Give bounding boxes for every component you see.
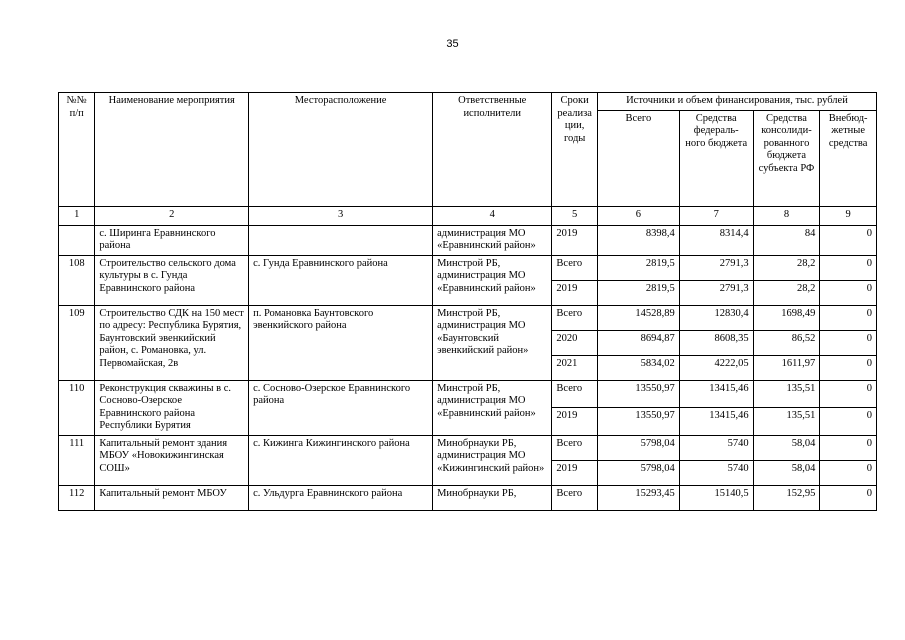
amount-federal: 4222,05 bbox=[679, 355, 753, 380]
amount-federal: 2791,3 bbox=[679, 280, 753, 305]
term-year: Всего bbox=[552, 255, 598, 280]
responsible: Минстрой РБ, администрация МО «Баунтовский эвенкийский район» bbox=[433, 305, 552, 380]
amount-federal: 8608,35 bbox=[679, 330, 753, 355]
table-row bbox=[59, 305, 877, 330]
amount-regional: 58,04 bbox=[753, 435, 820, 460]
header-name: Наименование мероприятия bbox=[95, 93, 249, 207]
column-number: 5 bbox=[552, 206, 598, 225]
header-extra: Внебюд- жетные средства bbox=[820, 110, 877, 206]
amount-regional: 28,2 bbox=[753, 255, 820, 280]
row-number: 111 bbox=[59, 435, 95, 485]
column-number: 8 bbox=[753, 206, 820, 225]
column-number: 9 bbox=[820, 206, 877, 225]
event-name: Строительство сельского дома культуры в с. Гунда Еравнинского района bbox=[95, 255, 249, 305]
page-number: 35 bbox=[446, 38, 459, 50]
amount-total: 14528,89 bbox=[597, 305, 679, 330]
amount-federal: 2791,3 bbox=[679, 255, 753, 280]
table-row bbox=[59, 435, 877, 460]
location: с. Кижинга Кижингинского района bbox=[249, 435, 433, 485]
responsible: Минобрнауки РБ, администрация МО «Кижингинский район» bbox=[433, 435, 552, 485]
responsible: администрация МО «Еравнинский район» bbox=[433, 225, 552, 255]
amount-regional: 152,95 bbox=[753, 485, 820, 510]
funding-table bbox=[58, 92, 877, 511]
term-year: 2019 bbox=[552, 460, 598, 485]
amount-extra: 0 bbox=[820, 330, 877, 355]
amount-federal: 8314,4 bbox=[679, 225, 753, 255]
amount-extra: 0 bbox=[820, 380, 877, 408]
amount-regional: 135,51 bbox=[753, 408, 820, 436]
amount-extra: 0 bbox=[820, 280, 877, 305]
amount-federal: 15140,5 bbox=[679, 485, 753, 510]
responsible: Минстрой РБ, администрация МО «Еравнинский район» bbox=[433, 380, 552, 435]
amount-total: 2819,5 bbox=[597, 255, 679, 280]
column-number: 2 bbox=[95, 206, 249, 225]
event-name: Реконструкция скважины в с. Сосново-Озерское Еравнинского района Республики Бурятия bbox=[95, 380, 249, 435]
location: с. Сосново-Озерское Еравнинского района bbox=[249, 380, 433, 435]
header-responsible: Ответственные исполнители bbox=[433, 93, 552, 207]
term-year: Всего bbox=[552, 380, 598, 408]
amount-extra: 0 bbox=[820, 355, 877, 380]
amount-total: 2819,5 bbox=[597, 280, 679, 305]
header-location: Месторасположение bbox=[249, 93, 433, 207]
header-terms: Сроки реализа ции, годы bbox=[552, 93, 598, 207]
row-number bbox=[59, 225, 95, 255]
amount-extra: 0 bbox=[820, 408, 877, 436]
amount-regional: 28,2 bbox=[753, 280, 820, 305]
amount-regional: 1698,49 bbox=[753, 305, 820, 330]
column-number: 1 bbox=[59, 206, 95, 225]
term-year: 2019 bbox=[552, 225, 598, 255]
amount-extra: 0 bbox=[820, 435, 877, 460]
amount-federal: 5740 bbox=[679, 460, 753, 485]
responsible: Минобрнауки РБ, bbox=[433, 485, 552, 510]
amount-total: 5798,04 bbox=[597, 460, 679, 485]
row-number: 110 bbox=[59, 380, 95, 435]
responsible: Минстрой РБ, администрация МО «Еравнинский район» bbox=[433, 255, 552, 305]
term-year: Всего bbox=[552, 305, 598, 330]
term-year: Всего bbox=[552, 435, 598, 460]
row-number: 109 bbox=[59, 305, 95, 380]
amount-total: 8398,4 bbox=[597, 225, 679, 255]
amount-regional: 1611,97 bbox=[753, 355, 820, 380]
event-name: Строительство СДК на 150 мест по адресу: Республика Бурятия, Баунтовский эвенкийский район, с. Романовка, ул. Первомайская, 2в bbox=[95, 305, 249, 380]
term-year: Всего bbox=[552, 485, 598, 510]
amount-federal: 13415,46 bbox=[679, 408, 753, 436]
table-row bbox=[59, 255, 877, 280]
amount-federal: 13415,46 bbox=[679, 380, 753, 408]
amount-extra: 0 bbox=[820, 460, 877, 485]
amount-total: 5798,04 bbox=[597, 435, 679, 460]
header-num: №№ п/п bbox=[59, 93, 95, 207]
header-funding: Источники и объем финансирования, тыс. рублей bbox=[597, 93, 876, 111]
location: с. Ульдурга Еравнинского района bbox=[249, 485, 433, 510]
amount-total: 15293,45 bbox=[597, 485, 679, 510]
column-numbers-row bbox=[59, 206, 877, 225]
amount-federal: 5740 bbox=[679, 435, 753, 460]
column-number: 4 bbox=[433, 206, 552, 225]
term-year: 2020 bbox=[552, 330, 598, 355]
amount-extra: 0 bbox=[820, 485, 877, 510]
amount-extra: 0 bbox=[820, 305, 877, 330]
column-number: 6 bbox=[597, 206, 679, 225]
header-regional: Средства консолиди- рованного бюджета субъекта РФ bbox=[753, 110, 820, 206]
term-year: 2021 bbox=[552, 355, 598, 380]
event-name: Капитальный ремонт МБОУ bbox=[95, 485, 249, 510]
amount-total: 8694,87 bbox=[597, 330, 679, 355]
row-number: 108 bbox=[59, 255, 95, 305]
column-number: 7 bbox=[679, 206, 753, 225]
amount-regional: 58,04 bbox=[753, 460, 820, 485]
table-row bbox=[59, 225, 877, 255]
header-federal: Средства федераль- ного бюджета bbox=[679, 110, 753, 206]
header-total: Всего bbox=[597, 110, 679, 206]
amount-total: 13550,97 bbox=[597, 380, 679, 408]
table-row bbox=[59, 380, 877, 408]
table-row bbox=[59, 485, 877, 510]
event-name: Капитальный ремонт здания МБОУ «Новокижингинская СОШ» bbox=[95, 435, 249, 485]
amount-extra: 0 bbox=[820, 255, 877, 280]
row-number: 112 bbox=[59, 485, 95, 510]
location: с. Гунда Еравнинского района bbox=[249, 255, 433, 305]
amount-federal: 12830,4 bbox=[679, 305, 753, 330]
amount-regional: 135,51 bbox=[753, 380, 820, 408]
event-name: с. Ширинга Еравнинского района bbox=[95, 225, 249, 255]
amount-total: 13550,97 bbox=[597, 408, 679, 436]
amount-regional: 84 bbox=[753, 225, 820, 255]
location: п. Романовка Баунтовского эвенкийского района bbox=[249, 305, 433, 380]
amount-total: 5834,02 bbox=[597, 355, 679, 380]
location bbox=[249, 225, 433, 255]
amount-extra: 0 bbox=[820, 225, 877, 255]
term-year: 2019 bbox=[552, 280, 598, 305]
column-number: 3 bbox=[249, 206, 433, 225]
amount-regional: 86,52 bbox=[753, 330, 820, 355]
term-year: 2019 bbox=[552, 408, 598, 436]
